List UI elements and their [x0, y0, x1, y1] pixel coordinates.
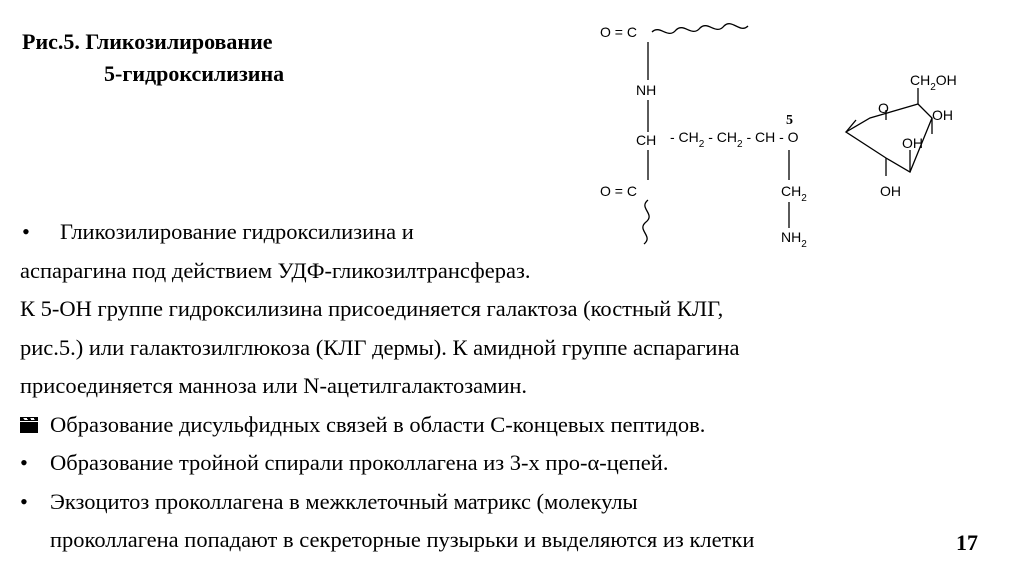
text-span: Образование тройной спирали проколлагена из 3-х про-α-цепей. [50, 450, 669, 475]
oh-right-label: OH [932, 107, 953, 123]
bullet-icon: • [22, 219, 30, 244]
slide-body [20, 213, 1010, 560]
nh-label: NH [636, 82, 657, 98]
ch2-side-label: $CH_2$ [781, 183, 807, 204]
text-line: аспарагина под действием УДФ-гликозилтрансфераз. [20, 257, 531, 283]
chain-label: - $CH_2 - CH_2$ - CH - O [670, 129, 799, 150]
oh-bottom-label: OH [880, 183, 901, 199]
clapperboard-icon [20, 417, 38, 433]
text-span: проколлагена попадают в секреторные пузырьки и выделяются из клетки [50, 527, 755, 552]
top-carbonyl-label: O = C [600, 24, 637, 40]
nh2-label: $NH_2$ [781, 229, 807, 250]
text-line: К 5-ОН группе гидроксилизина присоединяется галактоза (костный КЛГ, [20, 296, 724, 321]
text-line [20, 406, 1010, 445]
slide-title [22, 26, 284, 90]
ch-label: CH [636, 132, 657, 148]
ring-oxygen-label: O [878, 100, 889, 116]
wavy-bond-top [652, 24, 748, 34]
galactose-ring [846, 88, 932, 176]
title-line-1: Рис.5. Гликозилирование [22, 29, 273, 54]
ch2oh-label: $CH_2OH$ [910, 72, 957, 93]
page-number: 17 [956, 530, 978, 555]
oh-middle-label: OH [902, 135, 923, 151]
title-line-2: 5-гидроксилизина [104, 61, 285, 86]
text-line [20, 213, 1010, 252]
bullet-icon: • [20, 450, 28, 475]
text-line: рис.5.) или галактозилглюкоза (КЛГ дермы). К амидной группе аспарагина [20, 334, 740, 360]
text-line [20, 483, 1010, 522]
text-span: Образование дисульфидных связей в области С-концевых пептидов. [50, 411, 706, 437]
bullet-icon: • [20, 488, 28, 514]
position-5-label: 5 [786, 113, 793, 128]
text-line: присоединяется манноза или N-ацетилгалактозамин. [20, 373, 528, 398]
text-span: Экзоцитоз проколлагена в межклеточный матрикс (молекулы [50, 488, 638, 514]
text-line [20, 521, 1010, 560]
text-line [20, 444, 1010, 483]
text-span: Гликозилирование гидроксилизина и [60, 219, 414, 244]
bottom-carbonyl-label: O = C [600, 183, 637, 199]
